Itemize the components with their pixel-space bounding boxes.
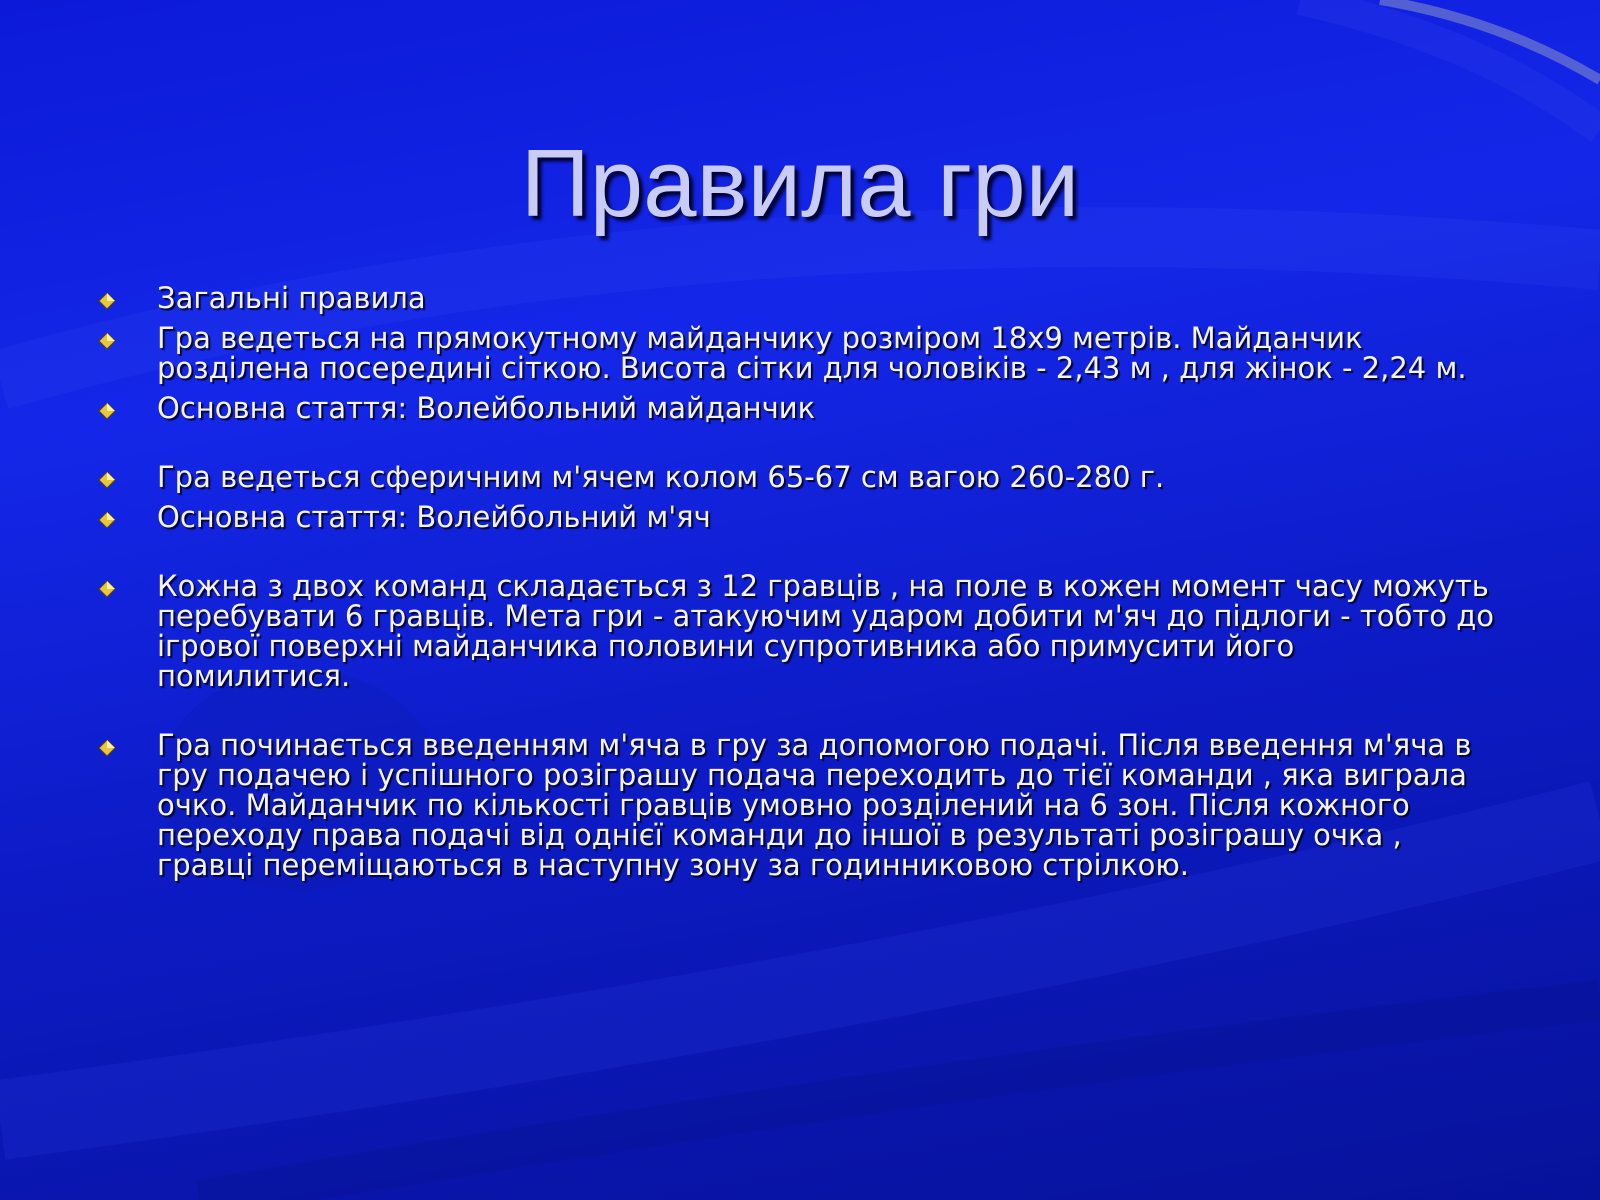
bullet-item-ball-article (96, 502, 1496, 532)
bullet-text: Кожна з двох команд складається з 12 гравців , на поле в кожен момент часу можуть перебувати 6 гравців. Мета гри - атакуючим ударом добити м'яч до підлоги - тобто до ігрової поверхні майданчика половини супротивника або примусити його помилитися. (157, 569, 1495, 693)
bullet-text: Гра ведеться сферичним м'ячем колом 65-67 см вагою 260-280 г. (157, 460, 1165, 494)
bullet-item-general-rules (96, 283, 1496, 313)
diamond-bullet-icon (98, 580, 116, 598)
diamond-bullet-icon (98, 739, 116, 757)
bullet-text: Загальні правила (157, 281, 426, 315)
bullet-text: Гра ведеться на прямокутному майданчику розміром 18х9 метрів. Майданчик розділена посередині сіткою. Висота сітки для чоловіків - 2,43 м , для жінок - 2,24 м. (157, 321, 1467, 385)
diamond-bullet-icon (98, 292, 116, 310)
bullet-item-court (96, 323, 1496, 383)
diamond-bullet-icon (98, 511, 116, 529)
bullet-item-ball (96, 462, 1496, 492)
bullet-list (96, 283, 1496, 890)
diamond-bullet-icon (98, 332, 116, 350)
diamond-bullet-icon (98, 471, 116, 489)
bullet-item-teams (96, 571, 1496, 691)
bullet-item-serve (96, 730, 1496, 880)
bullet-text: Основна стаття: Волейбольний майданчик (157, 391, 816, 425)
bullet-text: Основна стаття: Волейбольний м'яч (157, 500, 711, 534)
bullet-item-court-article (96, 393, 1496, 423)
bullet-text: Гра починається введенням м'яча в гру за допомогою подачі. Після введення м'яча в гру подачею і успішного розіграшу подача переходить до тієї команди , яка виграла очко. Майданчик по кількості гравців умовно розділений на 6 зон. Після кожного переходу права подачі від однієї команди до іншої в результаті розіграшу очка , гравці переміщаються в наступну зону за годинниковою стрілкою. (157, 728, 1472, 882)
slide-title: Правила гри (520, 130, 1080, 237)
diamond-bullet-icon (98, 402, 116, 420)
